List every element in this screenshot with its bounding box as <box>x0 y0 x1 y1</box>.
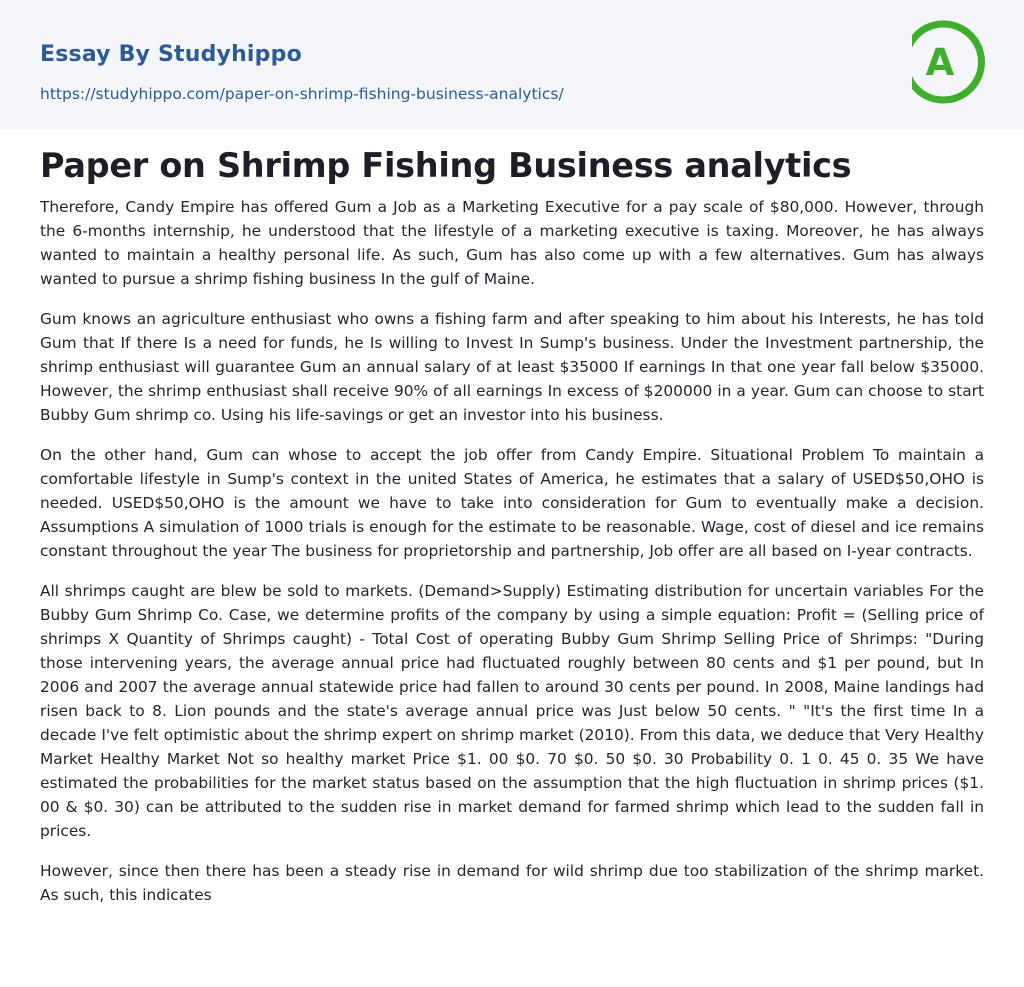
paragraph: Gum knows an agriculture enthusiast who owns a fishing farm and after speaking to him about his Interests, he has told Gum that If there Is a need for funds, he Is willing to Invest In Sump's business. Under the Investment partnership, the shrimp enthusiast will guarantee Gum an annual salary of at least $35000 If earnings In that one year fall below $35000. However, the shrimp enthusiast shall receive 90% of all earnings In excess of $200000 in a year. Gum can choose to start Bubby Gum shrimp co. Using his life-savings or get an investor into his business. <box>40 310 984 424</box>
page-title: Paper on Shrimp Fishing Business analytics <box>40 146 852 185</box>
site-brand[interactable]: Essay By Studyhippo <box>40 42 302 67</box>
paragraph: On the other hand, Gum can whose to accept the job offer from Candy Empire. Situational Problem To maintain a comfortable lifestyle in Sump's context in the united States of America, he estimates that a salary of USED$50,OHO is needed. USED$50,OHO is the amount we have to take into consideration for Gum to eventually make a decision. Assumptions A simulation of 1000 trials is enough for the estimate to be reasonable. Wage, cost of diesel and ice remains constant throughout the year The business for proprietorship and partnership, Job offer are all based on I-year contracts. <box>40 446 984 560</box>
site-header <box>0 0 1024 129</box>
article-body <box>40 195 984 923</box>
studyhippo-logo-icon[interactable] <box>912 18 986 106</box>
paragraph: Therefore, Candy Empire has offered Gum a Job as a Marketing Executive for a pay scale of $80,000. However, through the 6-months internship, he understood that the lifestyle of a marketing executive is taxing. Moreover, he has always wanted to maintain a healthy personal life. As such, Gum has also come up with a few alternatives. Gum has always wanted to pursue a shrimp fishing business In the gulf of Maine. <box>40 198 984 288</box>
page-url-link[interactable]: https://studyhippo.com/paper-on-shrimp-fishing-business-analytics/ <box>40 85 564 103</box>
logo-letter: A <box>925 41 955 84</box>
paragraph: However, since then there has been a steady rise in demand for wild shrimp due too stabilization of the shrimp market. As such, this indicates <box>40 862 984 904</box>
paragraph: All shrimps caught are blew be sold to markets. (Demand>Supply) Estimating distribution for uncertain variables For the Bubby Gum Shrimp Co. Case, we determine profits of the company by using a simple equation: Profit = (Selling price of shrimps X Quantity of Shrimps caught) - Total Cost of operating Bubby Gum Shrimp Selling Price of Shrimps: "During those intervening years, the average annual price had fluctuated roughly between 80 cents and $1 per pound, but In 2006 and 2007 the average annual statewide price had fallen to around 30 cents per pound. In 2008, Maine landings had risen back to 8. Lion pounds and the state's average annual price was Just below 50 cents. " "It's the first time In a decade I've felt optimistic about the shrimp expert on shrimp market (2010). From this data, we deduce that Very Healthy Market Healthy Market Not so healthy market Price $1. 00 $0. 70 $0. 50 $0. 30 Probability 0. 1 0. 45 0. 35 We have estimated the probabilities for the market status based on the assumption that the high fluctuation in shrimp prices ($1. 00 & $0. 30) can be attributed to the sudden rise in market demand for farmed shrimp which lead to the sudden fall in prices. <box>40 582 984 840</box>
